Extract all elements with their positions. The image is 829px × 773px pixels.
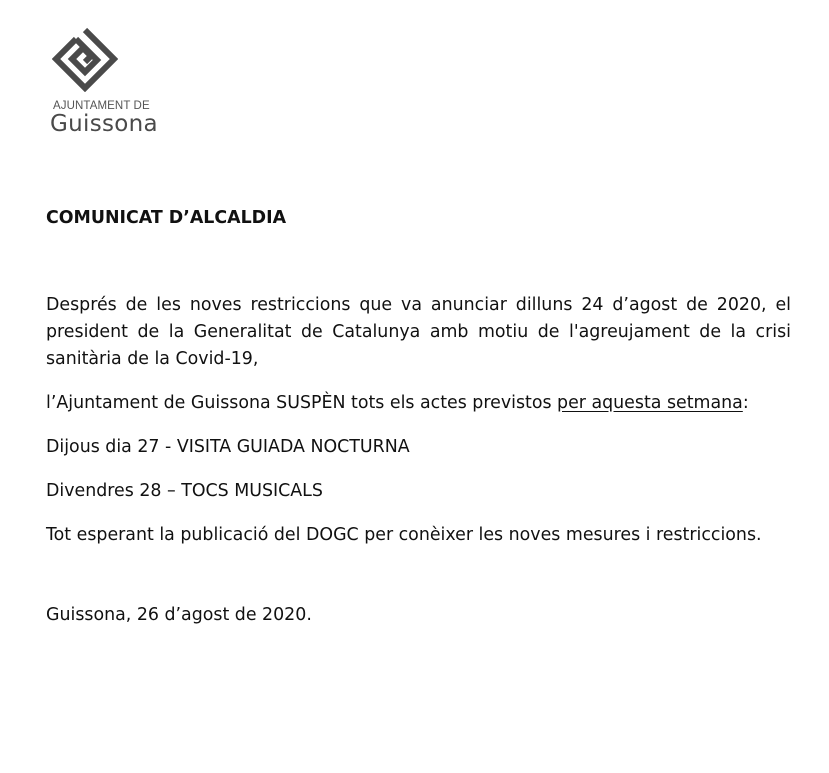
underlined-this-week: per aquesta setmana xyxy=(557,393,743,413)
event-thursday: Dijous dia 27 - VISITA GUIADA NOCTURNA xyxy=(46,437,410,457)
suspension-colon: : xyxy=(742,393,749,413)
event-friday: Divendres 28 – TOCS MUSICALS xyxy=(46,481,323,501)
paragraph-awaiting-dogc: Tot esperant la publicació del DOGC per conèixer les noves mesures i restriccions. xyxy=(46,525,762,545)
paragraph-suspension xyxy=(46,390,791,417)
logo-text-guissona: Guissona xyxy=(50,111,158,137)
signature-date: Guissona, 26 d’agost de 2020. xyxy=(46,605,312,625)
document-title: COMUNICAT D’ALCALDIA xyxy=(46,208,287,228)
communique-document xyxy=(46,205,791,629)
municipality-logo xyxy=(50,26,190,137)
paragraph-restrictions: Després de les noves restriccions que va anunciar dilluns 24 d’agost de 2020, el president de la Generalitat de Catalunya amb motiu de l'agreujament de la crisi sanitària de la Covid-19, xyxy=(46,295,791,369)
suspension-text: l’Ajuntament de Guissona SUSPÈN tots els actes previstos xyxy=(46,393,558,413)
logo-text-ajuntament: AJUNTAMENT DE xyxy=(53,100,150,112)
spiral-square-logo-icon xyxy=(52,26,118,92)
